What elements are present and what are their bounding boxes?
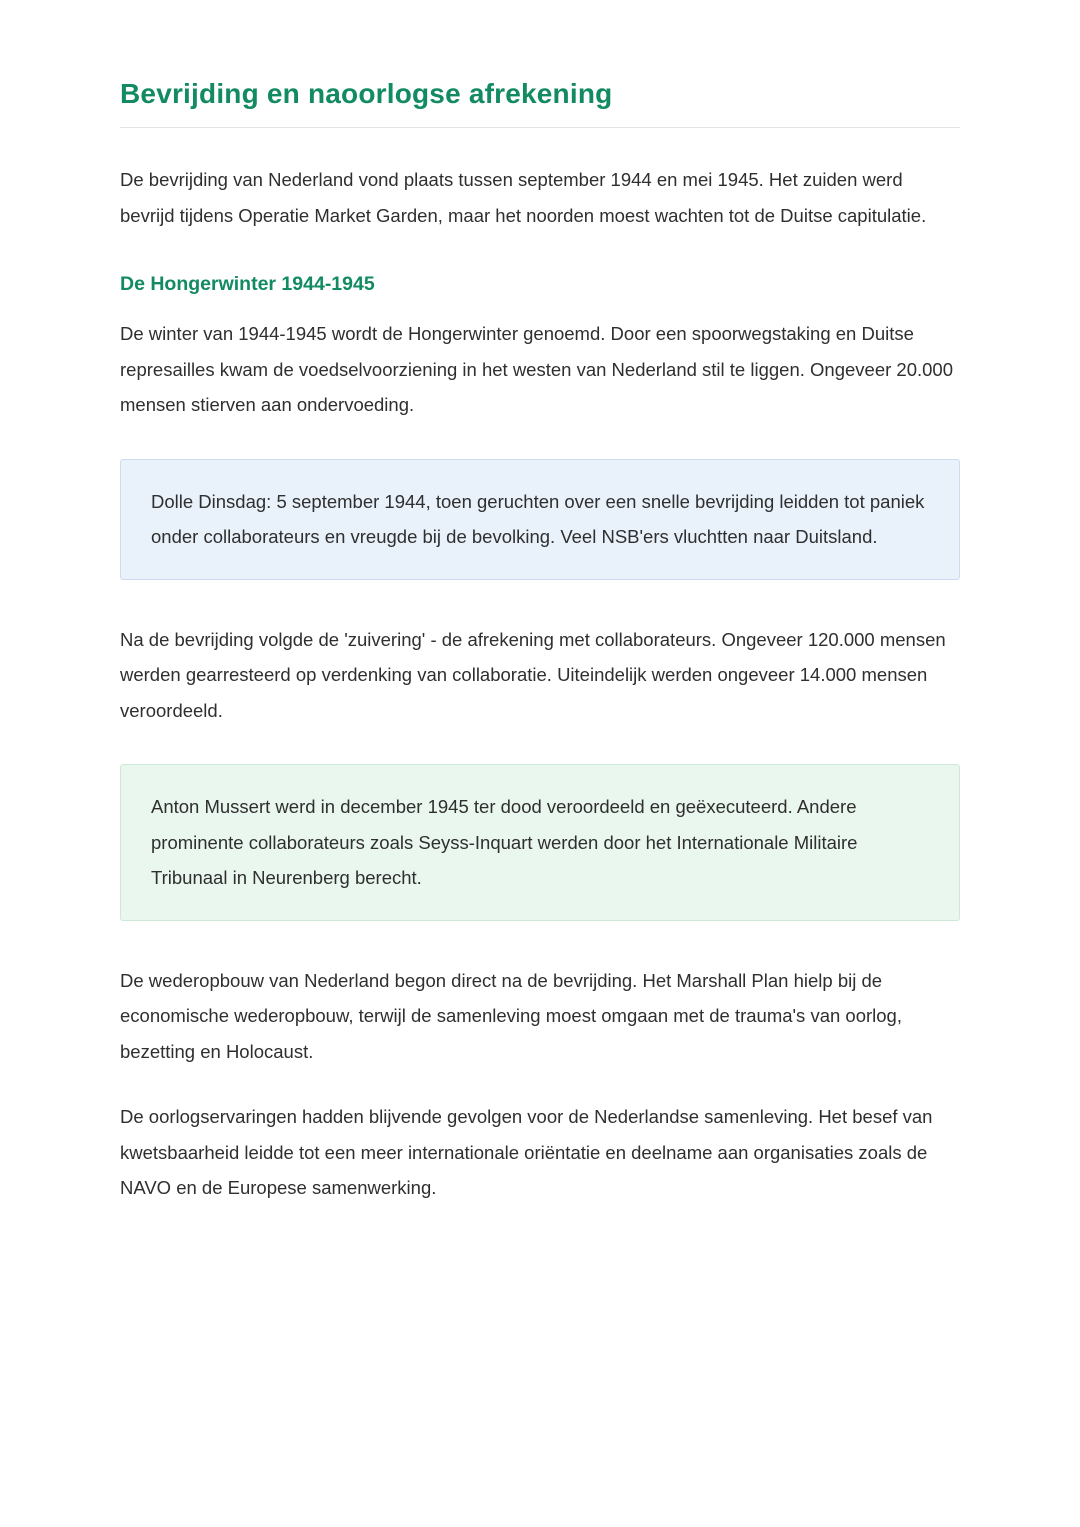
- hongerwinter-paragraph: De winter van 1944-1945 wordt de Hongerwinter genoemd. Door een spoorwegstaking en Duitse represailles kwam de voedselvoorziening in het westen van Nederland stil te liggen. Ongeveer 20.000 mensen stierven aan ondervoeding.: [120, 323, 953, 416]
- gevolgen-paragraph: De oorlogservaringen hadden blijvende gevolgen voor de Nederlandse samenleving. Het besef van kwetsbaarheid leidde tot een meer internationale oriëntatie en deelname aan organisaties zoals de NAVO en de Europese samenwerking.: [120, 1106, 933, 1199]
- intro-paragraph: De bevrijding van Nederland vond plaats tussen september 1944 en mei 1945. Het zuiden werd bevrijd tijdens Operatie Market Garden, maar het noorden moest wachten tot de Duitse capitulatie.: [120, 169, 927, 226]
- title-divider: [120, 127, 960, 128]
- zuivering-paragraph: Na de bevrijding volgde de 'zuivering' - de afrekening met collaborateurs. Ongeveer 120.000 mensen werden gearresteerd op verdenking van collaboratie. Uiteindelijk werden ongeveer 14.000 mensen veroordeeld.: [120, 628, 946, 721]
- callout-mussert-text: Anton Mussert werd in december 1945 ter dood veroordeeld en geëxecuteerd. Andere prominente collaborateurs zoals Seyss-Inquart werden door het Internationale Militaire Tribunaal in Neurenberg berecht.: [151, 796, 858, 889]
- wederopbouw-paragraph: De wederopbouw van Nederland begon direct na de bevrijding. Het Marshall Plan hielp bij de economische wederopbouw, terwijl de samenleving moest omgaan met de trauma's van oorlog, bezetting en Holocaust.: [120, 969, 902, 1062]
- callout-dolle-dinsdag: [120, 459, 960, 580]
- section-heading-hongerwinter: De Hongerwinter 1944-1945: [120, 273, 375, 296]
- callout-mussert: [120, 764, 960, 921]
- page-title: Bevrijding en naoorlogse afrekening: [120, 78, 613, 109]
- callout-dolle-dinsdag-text: Dolle Dinsdag: 5 september 1944, toen geruchten over een snelle bevrijding leidden tot paniek onder collaborateurs en vreugde bij de bevolking. Veel NSB'ers vluchtten naar Duitsland.: [151, 490, 925, 548]
